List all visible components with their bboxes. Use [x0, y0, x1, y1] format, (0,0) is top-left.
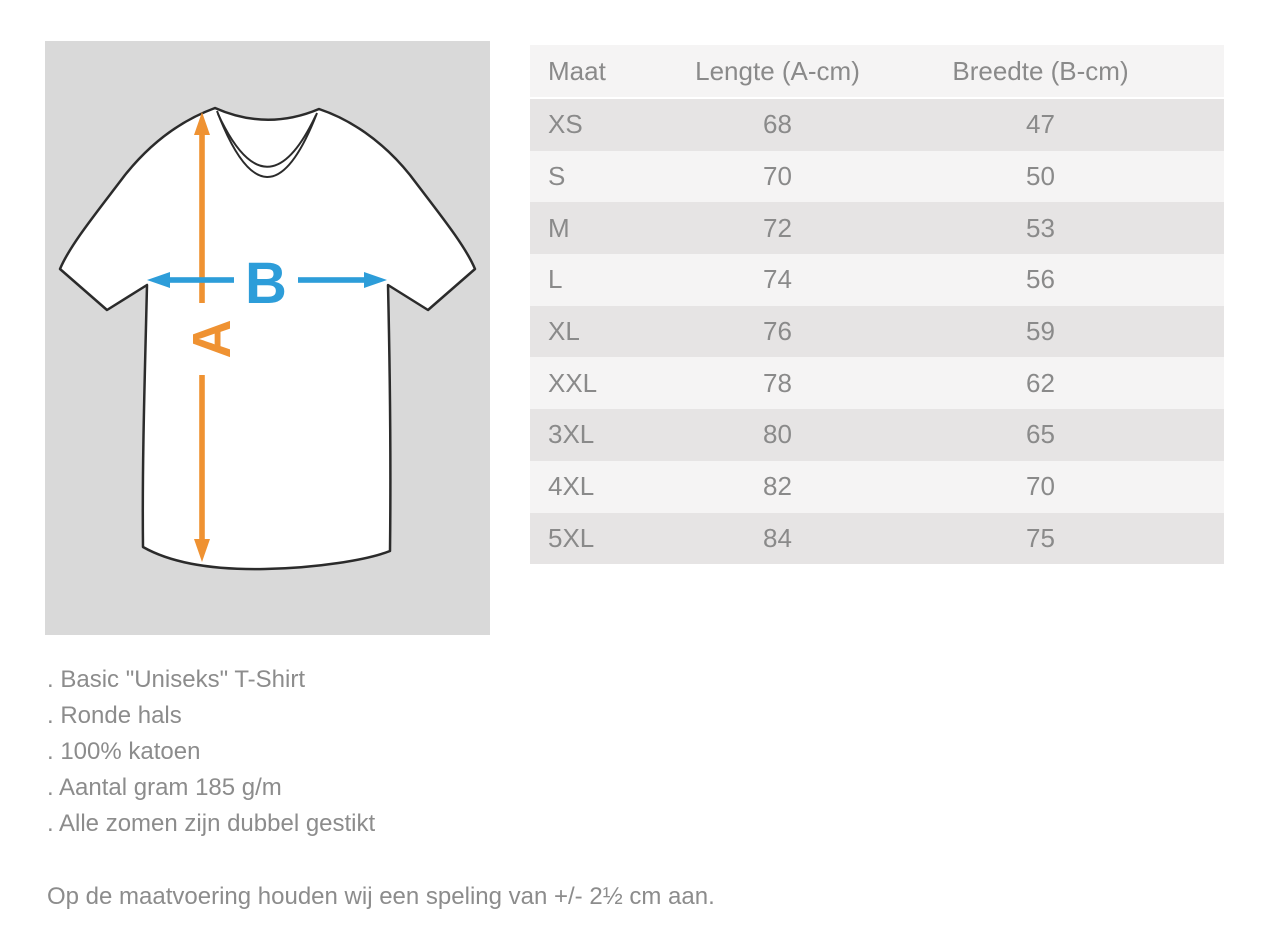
width-cell: 47 [1026, 109, 1055, 140]
length-cell: 82 [763, 471, 792, 502]
arrow-a-lower-shaft [199, 375, 205, 541]
list-item: . Basic "Uniseks" T-Shirt [47, 666, 305, 693]
list-item: . Alle zomen zijn dubbel gestikt [47, 810, 376, 837]
list-item: . Aantal gram 185 g/m [47, 774, 282, 801]
size-cell: XS [548, 109, 583, 140]
table-row [530, 99, 1224, 151]
length-cell: 84 [763, 522, 792, 553]
width-cell: 75 [1026, 522, 1055, 553]
table-row [530, 202, 1224, 254]
size-cell: 4XL [548, 471, 595, 502]
size-cell: S [548, 161, 566, 192]
size-table-body [530, 99, 1224, 564]
length-cell: 78 [763, 367, 792, 398]
tshirt-measurement-diagram [45, 41, 490, 635]
width-cell: 53 [1026, 212, 1055, 243]
width-column-header: Breedte (B-cm) [952, 55, 1129, 86]
size-cell: XXL [548, 367, 598, 398]
width-cell: 65 [1026, 419, 1055, 450]
table-row [530, 306, 1224, 358]
table-row [530, 461, 1224, 513]
width-cell: 70 [1026, 471, 1055, 502]
tshirt-illustration [45, 41, 490, 635]
size-table-header-row [530, 45, 1224, 99]
table-row [530, 357, 1224, 409]
list-item: . Ronde hals [47, 702, 182, 729]
length-cell: 80 [763, 419, 792, 450]
width-cell: 56 [1026, 264, 1055, 295]
width-label-b: B [245, 251, 287, 316]
width-cell: 50 [1026, 161, 1055, 192]
size-cell: 5XL [548, 522, 595, 553]
size-table [530, 45, 1224, 564]
arrow-b-right-shaft [298, 277, 364, 283]
width-cell: 62 [1026, 367, 1055, 398]
length-label-a: A [182, 319, 242, 359]
sizing-tolerance-note: Op de maatvoering houden wij een speling van +/- 2½ cm aan. [47, 883, 715, 910]
size-cell: XL [548, 316, 580, 347]
size-cell: L [548, 264, 563, 295]
length-cell: 70 [763, 161, 792, 192]
length-cell: 74 [763, 264, 792, 295]
table-row [530, 254, 1224, 306]
arrow-b-left-shaft [168, 277, 234, 283]
table-row [530, 409, 1224, 461]
table-row [530, 513, 1224, 565]
length-cell: 76 [763, 316, 792, 347]
length-cell: 68 [763, 109, 792, 140]
length-column-header: Lengte (A-cm) [695, 55, 860, 86]
table-row [530, 151, 1224, 203]
width-cell: 59 [1026, 316, 1055, 347]
size-column-header: Maat [548, 55, 606, 86]
size-cell: M [548, 212, 570, 243]
product-details-list [47, 662, 375, 842]
list-item: . 100% katoen [47, 738, 201, 765]
length-cell: 72 [763, 212, 792, 243]
size-cell: 3XL [548, 419, 595, 450]
